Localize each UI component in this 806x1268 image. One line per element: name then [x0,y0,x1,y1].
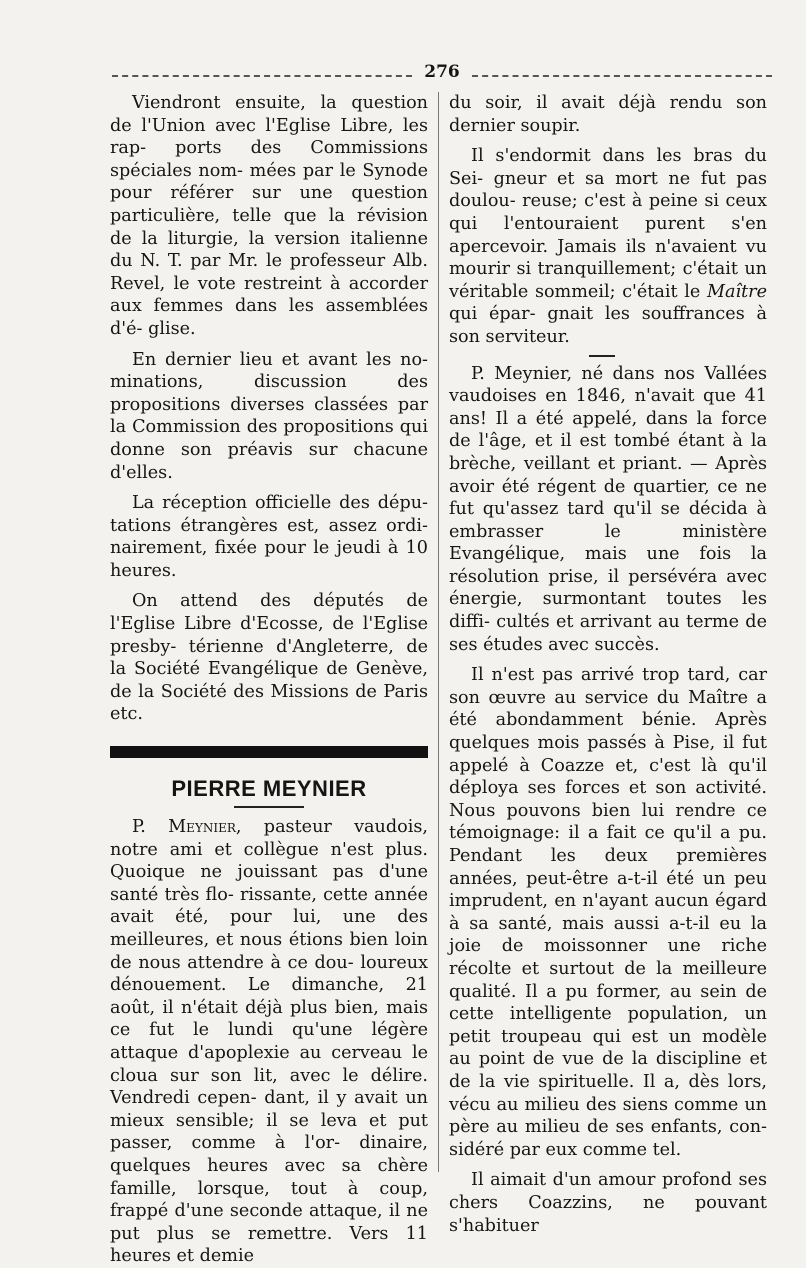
text-line: Il s'endormit dans les bras du Sei- [449,146,767,189]
text-line: mées par le Synode pour référer [110,160,429,204]
text-line: son lit, avec le délire. Vendredi cepen- [110,1065,428,1109]
text-line: minations, discussion des propositions [110,372,428,415]
text-line: heures. [110,560,177,581]
header-rule-right [472,75,772,77]
text-line: chers Coazzins, ne pouvant s'habituer [449,1192,767,1236]
paragraph [110,492,428,582]
text-line: premières années, peut-être a-t-il été [449,846,767,889]
page-number: 276 [424,62,460,82]
text-line: italienne du N. T. par Mr. le professeur [110,228,429,272]
text-line: En dernier lieu et avant les no- [132,349,428,370]
text-line: bien loin de nous attendre à ce dou- [110,930,428,973]
text-line: la résolution prise, il persévéra avec [449,544,768,587]
text-line: cultés et arrivant au terme de ses [449,612,767,655]
text-line: rissante, cette année avait été, pour [110,884,429,928]
section-rule [110,746,428,758]
text-line: régent de quartier, ce ne fut qu'assez [449,476,768,520]
text-line: lui, une des meilleures, et nous étions [110,907,428,950]
text-line: des propositions qui donne son préavis [110,417,428,460]
text-line: Coazze et, c'est là qu'il déploya ses [449,755,768,799]
text-line: d'une seconde attaque, il ne put plus [110,1201,428,1244]
text-line: Il a été appelé, dans la force de l'âge, [449,408,767,452]
text-line: et il est tombé étant à la brèche, [449,431,767,474]
text-line: se leva et put passer, comme à l'or- [110,1110,428,1154]
text-line: qui épar- [449,304,536,325]
text-line: ce fut le lundi qu'une légère attaque [110,1020,428,1063]
text-line: études avec succès. [483,634,660,655]
text-line: père au milieu de ses enfants, con- [449,1117,767,1138]
text-line: sidéré par eux comme tel. [449,1139,682,1160]
text-line: nairement, fixée pour le jeudi à 10 [110,538,428,559]
lead-name: P. Meynier [132,817,236,838]
paragraph [449,1169,767,1237]
paragraph [449,363,767,657]
text-line: sur une question particulière, telle [110,183,429,226]
text-line: Viendront ensuite, la question de [110,93,428,136]
text-line: ne jouissant pas d'une santé très flo- [110,862,428,905]
text-line: famille, lorsque, tout à coup, frappé [110,1178,428,1222]
paragraph [110,590,428,726]
text-line: énergie, surmontant toutes les diffi- [449,589,767,633]
text-line: bien lui rendre ce témoignage: il a [449,800,767,844]
text-line: vaudoises en 1846, n'avait que 41 ans! [449,386,767,429]
text-line: Jamais ils n'avaient vu mourir si [449,236,768,280]
text-line: dant, il y avait un mieux sensible; il [110,1088,428,1131]
text-line: Il aimait d'un amour profond ses [471,1170,767,1191]
right-column [449,92,767,1237]
text-line: La réception officielle des dépu- [132,493,428,514]
text-line: vécu au milieu des siens comme un [449,1094,767,1115]
text-line: d'apoplexie au cerveau le cloua sur [110,1042,428,1086]
text-line: de la vie spirituelle. Il a, dès lors, [449,1071,767,1092]
text-line: diverses classées par la Commission [110,394,428,438]
text-line: soupir. [520,115,581,136]
text-line: aux femmes dans les assemblées d'é- [110,296,428,339]
text-line: gnait les souffrances à son serviteur. [449,304,768,347]
text-line: Libre d'Ecosse, de l'Eglise presby- [110,614,429,657]
text-line: que la révision de la liturgie, la version [110,205,428,249]
text-line: reuse; c'est à peine si ceux qui [449,191,767,234]
paragraph [110,92,428,341]
text-line: dinaire, quelques heures avec sa chère [110,1133,428,1176]
page-header [112,62,772,84]
text-line: glise. [148,318,196,339]
text-line: de cette intelligente population, un [449,981,767,1025]
text-line: des Missions de Paris etc. [110,681,429,725]
text-line: eu la joie de moissonner une riche [449,913,768,957]
text-line: l'entouraient purent s'en apercevoir. [449,213,768,257]
text-line: tations étrangères est, assez ordi- [110,515,428,536]
text-line: abondamment bénie. Après quelques [449,710,768,754]
paragraph [110,816,428,1268]
text-line: loureux dénouement. Le dimanche, [110,952,429,996]
text-line: Maître [706,281,767,302]
column-divider [438,92,439,1172]
text-line: du soir, il avait déjà rendu son dernier [449,93,767,136]
text-line: tranquillement; c'était un véritable [449,259,767,302]
text-line: sommeil; c'était le [534,281,707,302]
text-line: au point de vue de la discipline et [449,1049,767,1070]
text-line: sur chacune d'elles. [110,439,428,483]
text-line: l'Union avec l'Eglise Libre, les rap- [110,115,428,159]
text-line: son œuvre au service du Maître a été [449,687,767,731]
article-title: PIERRE MEYNIER [171,776,367,802]
text-line: égard à sa santé, mais aussi a-t-il [449,891,768,934]
text-line: petit troupeau qui est un modèle [449,1026,767,1047]
text-line: térienne d'Angleterre, de la Société [110,636,428,680]
text-line: 21 août, il n'était déjà plus bien, mais [110,975,428,1018]
text-line: un peu imprudent, en n'ayant aucun [449,868,767,912]
text-line: se remettre. Vers 11 heures et demie [110,1223,428,1267]
text-line: Alb. Revel, le vote restreint à accorder [110,251,429,294]
text-line: mois passés à Pise, il fut appelé à [449,733,767,776]
text-line: gneur et sa mort ne fut pas doulou- [449,168,767,212]
text-line: forces et son activité. Nous pouvons [449,778,768,821]
text-line: tard qu'il se décida à embrasser le [449,499,768,542]
text-line: qualité. Il a pu former, au sein [449,981,737,1002]
separator-dash [449,349,767,363]
text-line: récolte et surtout de la meilleure [449,958,767,979]
title-underline [234,806,304,808]
text-line: ports des Commissions spéciales nom- [110,138,428,181]
text-line: veillant et priant. — Après avoir été [449,453,768,497]
text-line: P. Meynier, né dans nos Vallées [471,363,767,384]
left-column [110,92,428,1268]
text-line: , pasteur vaudois, notre [110,817,428,860]
text-line: Evangélique de Genève, de la Société [110,659,428,702]
paragraph [449,145,767,348]
text-line: ministère Evangélique, mais une fois [449,521,767,565]
text-line: On attend des députés de l'Eglise [110,591,428,635]
paragraph [449,664,767,1161]
text-line: Il n'est pas arrivé trop tard, car [471,665,767,686]
text-line: fait ce qu'il a pu. Pendant les deux [449,823,767,866]
paragraph [110,349,428,485]
text-line: ami et collègue n'est plus. Quoique [110,839,429,883]
paragraph [449,92,767,137]
